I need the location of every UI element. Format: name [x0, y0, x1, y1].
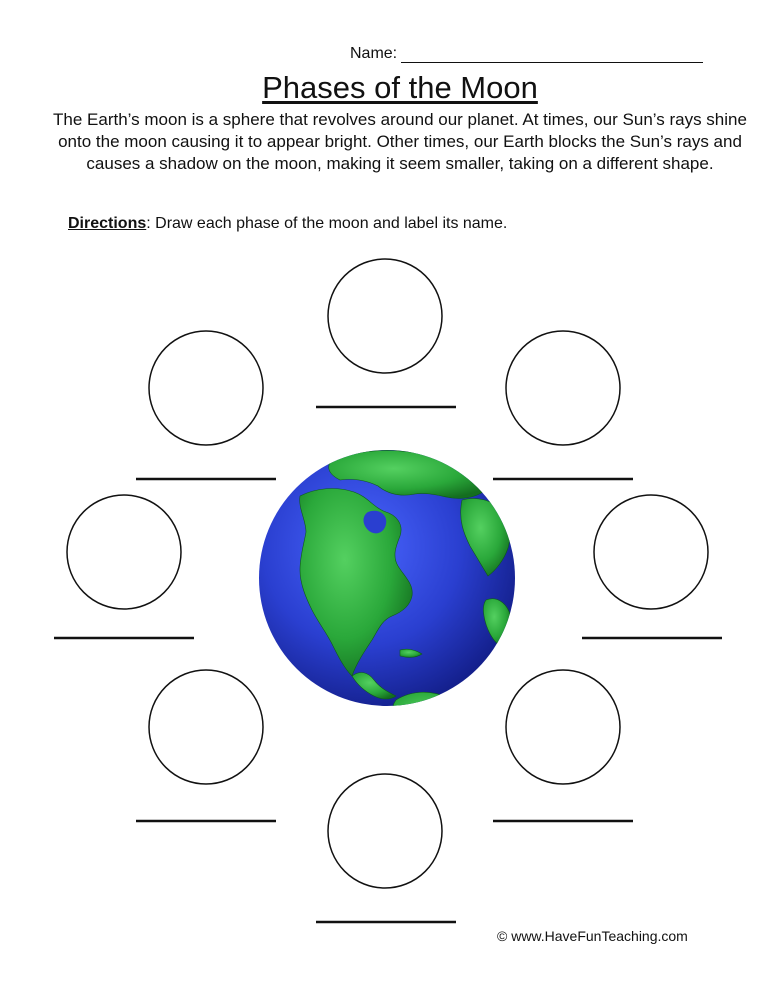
intro-paragraph: The Earth’s moon is a sphere that revolves around our planet. At times, our Sun’s rays shine onto the moon causing it to appear bright. Other times, our Earth blocks the Sun’s rays and causes a shadow on the moon, making it seem smaller, taking on a different shape.: [53, 110, 747, 173]
name-label: Name:: [350, 45, 398, 62]
moon-circle-upper-left[interactable]: [149, 331, 263, 445]
moon-circle-lower-left[interactable]: [149, 670, 263, 784]
moon-circle-upper-right[interactable]: [506, 331, 620, 445]
moon-circle-bottom[interactable]: [328, 774, 442, 888]
directions-label: Directions: [68, 215, 147, 232]
moon-circle-lower-right[interactable]: [506, 670, 620, 784]
directions-text: : Draw each phase of the moon and label its name.: [146, 215, 508, 232]
earth-globe-icon: [259, 450, 515, 743]
copyright-footer[interactable]: © www.HaveFunTeaching.com: [497, 928, 688, 944]
moon-circle-right[interactable]: [594, 495, 708, 609]
page-title: Phases of the Moon: [262, 70, 538, 105]
moon-circle-top[interactable]: [328, 259, 442, 373]
moon-circle-left[interactable]: [67, 495, 181, 609]
